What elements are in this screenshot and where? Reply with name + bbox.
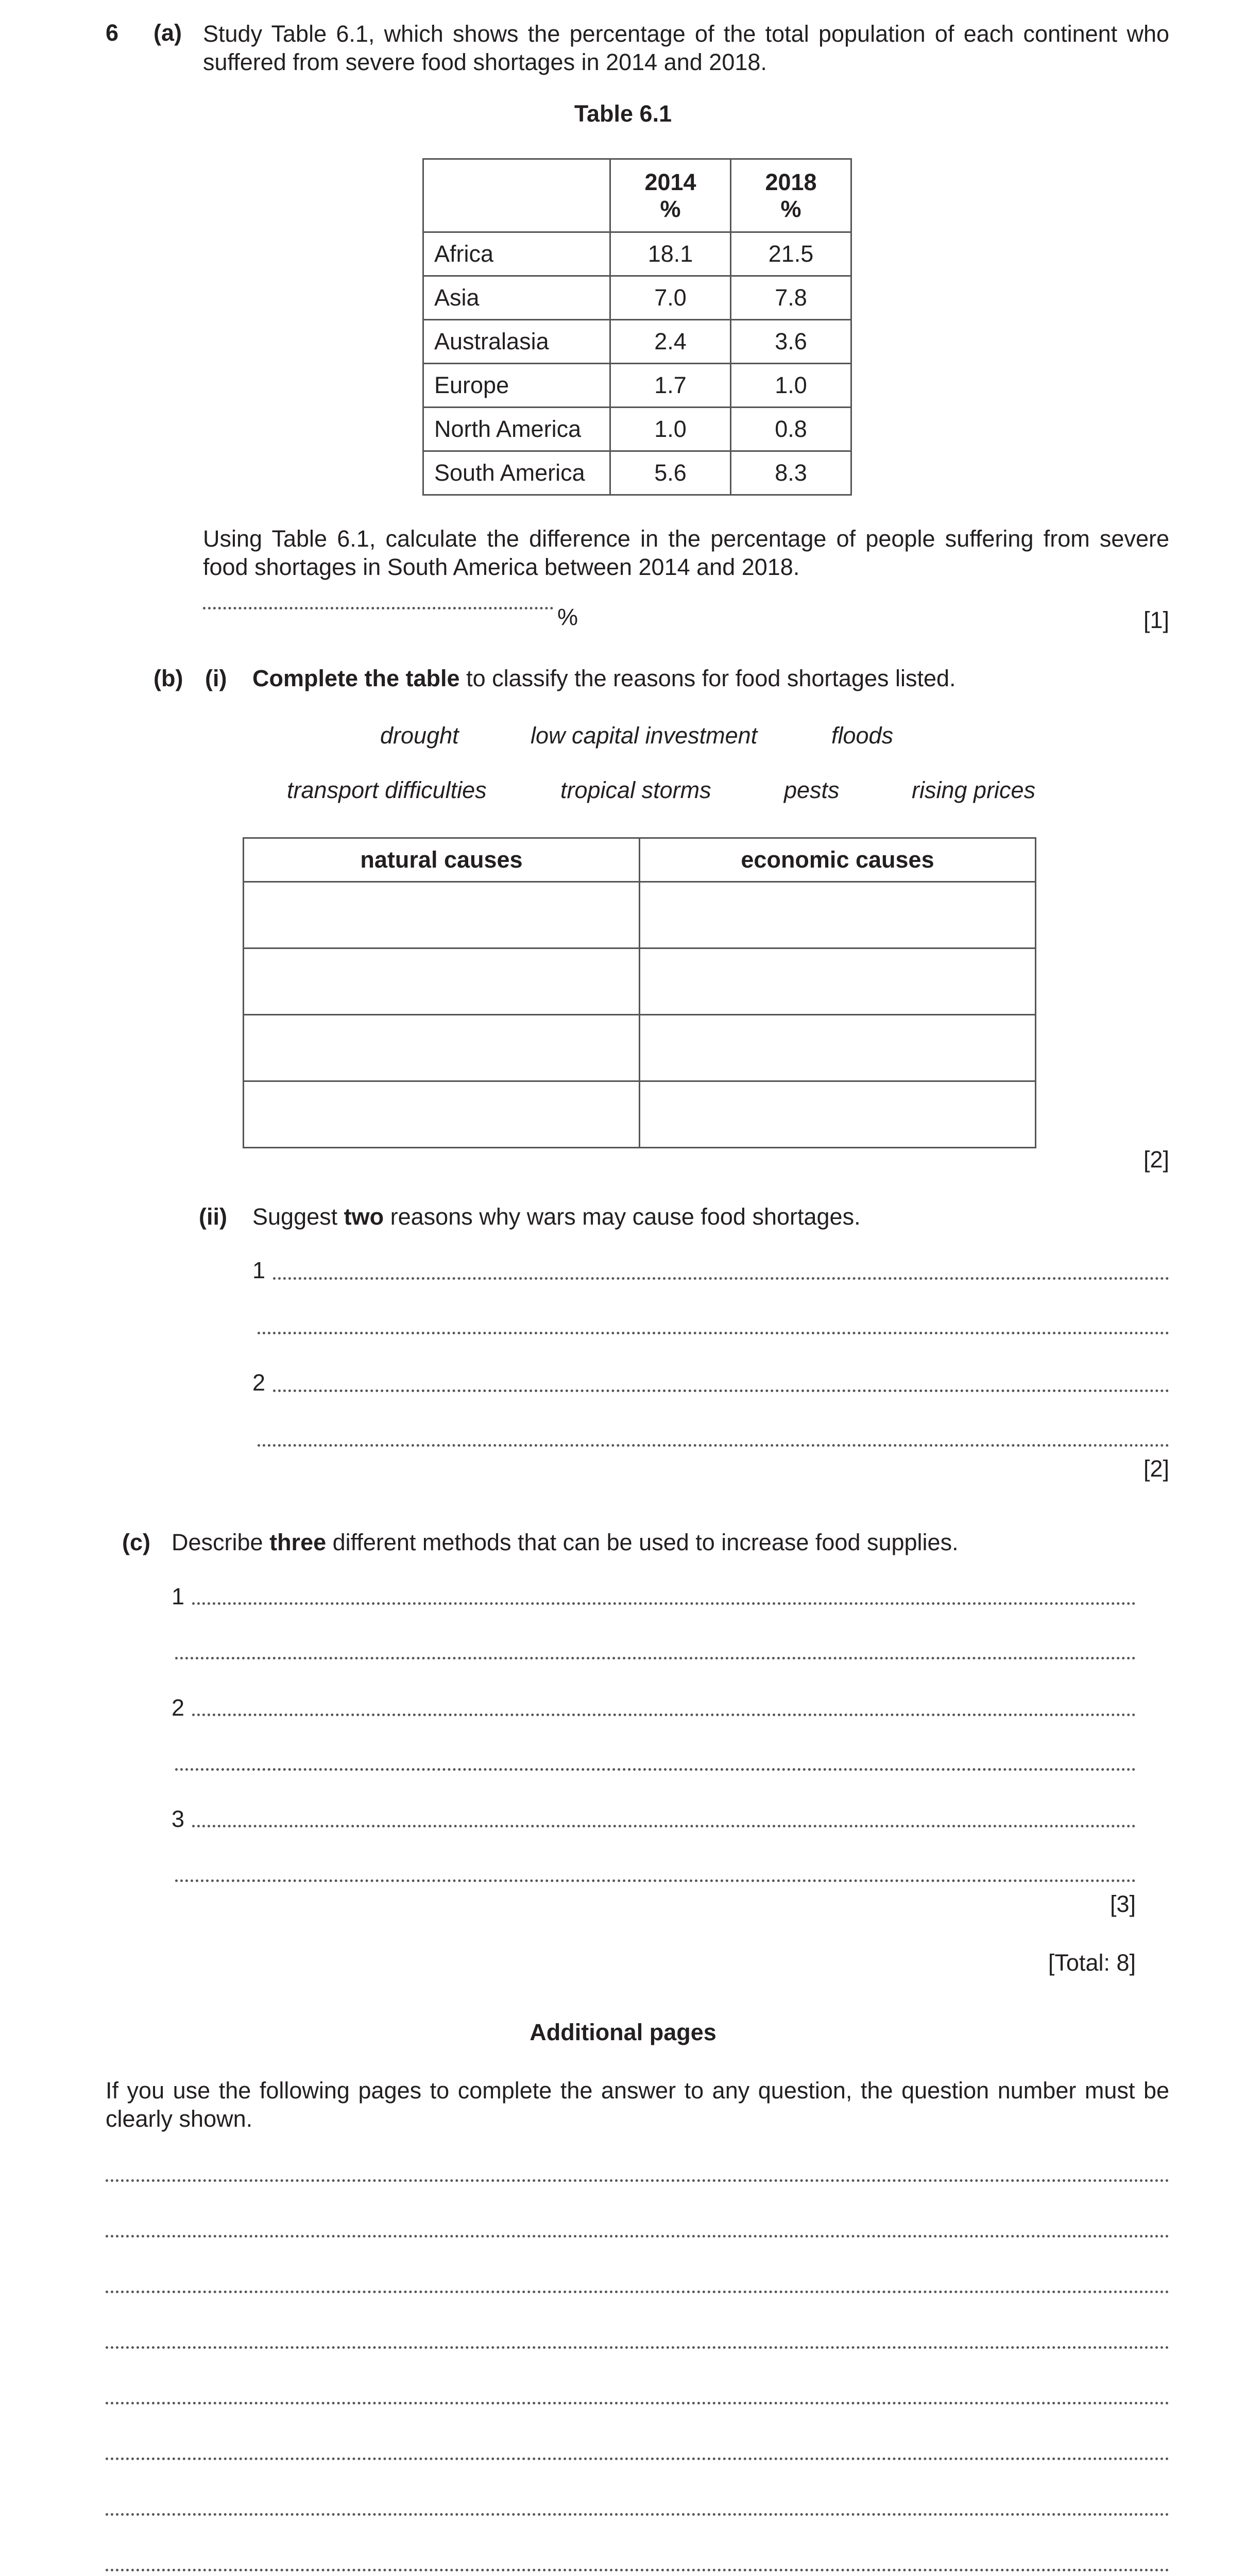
value-2014: 1.0 (610, 408, 731, 451)
line-number-1: 1 (252, 1257, 266, 1283)
value-2018: 8.3 (731, 451, 851, 495)
economic-cause-cell[interactable] (640, 1015, 1036, 1081)
economic-cause-cell[interactable] (640, 948, 1036, 1015)
continent-name: Europe (423, 364, 610, 408)
table-row (423, 408, 851, 451)
answer-line-b-ii-2a[interactable] (273, 1389, 1169, 1392)
text-before: Describe (172, 1529, 270, 1555)
reason-transport-difficulties: transport difficulties (287, 777, 487, 803)
continent-name: Africa (423, 232, 610, 276)
table-row (423, 320, 851, 364)
part-b-label: (b) (153, 665, 183, 691)
line-number-3: 3 (172, 1806, 185, 1832)
answer-line-b-ii-1a[interactable] (273, 1277, 1169, 1280)
natural-cause-cell[interactable] (244, 948, 640, 1015)
value-2018: 7.8 (731, 276, 851, 320)
value-2018: 21.5 (731, 232, 851, 276)
answer-line-a[interactable] (203, 607, 553, 609)
natural-cause-cell[interactable] (244, 1081, 640, 1148)
table-header-2018: 2018 % (731, 159, 851, 232)
answer-line-c-1a[interactable] (192, 1602, 1136, 1605)
value-2014: 2.4 (610, 320, 731, 364)
table-row (423, 232, 851, 276)
line-number-1: 1 (172, 1583, 185, 1609)
marks-c: [3] (1110, 1891, 1136, 1917)
answer-line-b-ii-2b[interactable] (258, 1444, 1169, 1447)
table-header-blank (423, 159, 610, 232)
additional-answer-line[interactable] (106, 2235, 1169, 2238)
part-a-label: (a) (153, 20, 182, 46)
part-a-task: Using Table 6.1, calculate the difference in the percentage of people suffering from severe food shortages in South America between 2014 and 2018. (203, 526, 1169, 580)
value-2018: 0.8 (731, 408, 851, 451)
economic-cause-cell[interactable] (640, 1081, 1036, 1148)
answer-line-b-ii-1b[interactable] (258, 1332, 1169, 1334)
reason-pests: pests (784, 777, 840, 803)
instruction-bold: Complete the table (252, 665, 460, 691)
value-2018: 1.0 (731, 364, 851, 408)
additional-answer-line[interactable] (106, 2291, 1169, 2293)
answer-unit: % (557, 604, 578, 630)
classification-row (244, 1015, 1036, 1081)
food-shortage-table (422, 158, 852, 496)
answer-line-c-2a[interactable] (192, 1714, 1136, 1716)
part-b-i-instruction (252, 665, 956, 692)
additional-answer-line[interactable] (106, 2179, 1169, 2182)
table-6-1-title: Table 6.1 (574, 100, 672, 127)
value-2014: 18.1 (610, 232, 731, 276)
natural-cause-cell[interactable] (244, 1015, 640, 1081)
instruction-rest: to classify the reasons for food shortages listed. (459, 665, 956, 691)
classification-row (244, 1081, 1036, 1148)
marks-a: [1] (1143, 607, 1169, 633)
reason-floods: floods (831, 722, 894, 749)
economic-cause-cell[interactable] (640, 882, 1036, 948)
answer-line-c-2b[interactable] (175, 1768, 1136, 1771)
text-before: Suggest (252, 1204, 344, 1230)
additional-pages-title: Additional pages (530, 2019, 716, 2045)
continent-name: South America (423, 451, 610, 495)
value-2014: 7.0 (610, 276, 731, 320)
part-c-text (172, 1529, 959, 1556)
text-bold: two (344, 1204, 384, 1230)
answer-line-c-3b[interactable] (175, 1879, 1136, 1882)
value-2014: 5.6 (610, 451, 731, 495)
text-bold: three (269, 1529, 327, 1555)
additional-answer-line[interactable] (106, 2569, 1169, 2571)
line-number-2: 2 (252, 1369, 266, 1396)
part-b-i-label: (i) (205, 665, 227, 691)
question-number: 6 (106, 20, 119, 46)
value-2014: 1.7 (610, 364, 731, 408)
classification-row (244, 948, 1036, 1015)
additional-answer-line[interactable] (106, 2513, 1169, 2516)
table-header-2014: 2014 % (610, 159, 731, 232)
reason-rising-prices: rising prices (912, 777, 1036, 803)
natural-cause-cell[interactable] (244, 882, 640, 948)
table-row (423, 276, 851, 320)
line-number-2: 2 (172, 1694, 185, 1721)
answer-line-c-3a[interactable] (192, 1825, 1136, 1827)
reason-tropical-storms: tropical storms (560, 777, 711, 803)
additional-instruction: If you use the following pages to complete the answer to any question, the question number must be clearly shown. (106, 2077, 1169, 2132)
continent-name: Asia (423, 276, 610, 320)
text-after: different methods that can be used to increase food supplies. (326, 1529, 959, 1555)
text-after: reasons why wars may cause food shortages. (384, 1204, 861, 1230)
additional-answer-line[interactable] (106, 2458, 1169, 2460)
value-2018: 3.6 (731, 320, 851, 364)
marks-b-i: [2] (1143, 1146, 1169, 1173)
reason-drought: drought (380, 722, 459, 749)
part-b-ii-text (252, 1204, 861, 1230)
additional-answer-line[interactable] (106, 2346, 1169, 2349)
table-row (423, 451, 851, 495)
answer-line-c-1b[interactable] (175, 1657, 1136, 1659)
part-c-label: (c) (122, 1529, 150, 1555)
classification-row (244, 882, 1036, 948)
continent-name: North America (423, 408, 610, 451)
header-economic-causes: economic causes (640, 838, 1036, 882)
classification-table (243, 837, 1036, 1148)
classification-header-row (244, 838, 1036, 882)
table-header-row (423, 159, 851, 232)
additional-answer-line[interactable] (106, 2402, 1169, 2404)
continent-name: Australasia (423, 320, 610, 364)
part-b-ii-label: (ii) (199, 1204, 227, 1230)
part-a-intro: Study Table 6.1, which shows the percentage of the total population of each continent who suffered from severe food shortages in 2014 and 2018. (203, 21, 1169, 75)
table-row (423, 364, 851, 408)
total-marks: [Total: 8] (1048, 1950, 1136, 1976)
marks-b-ii: [2] (1143, 1455, 1169, 1482)
header-natural-causes: natural causes (244, 838, 640, 882)
reason-low-capital-investment: low capital investment (531, 722, 758, 749)
